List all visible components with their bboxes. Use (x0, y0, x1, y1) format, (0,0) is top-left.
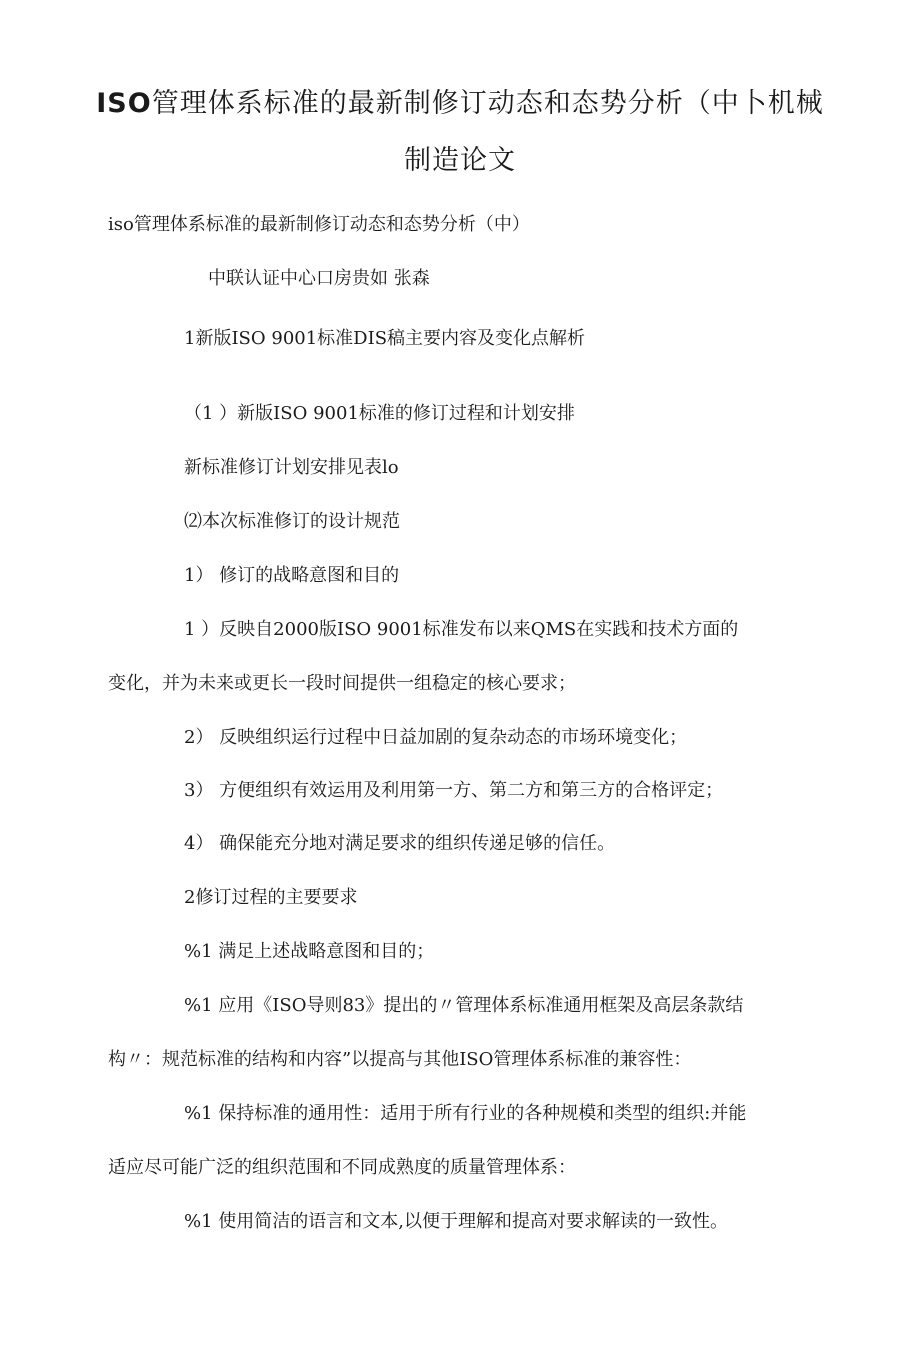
title-line-1-text: 管理体系标准的最新制修订动态和态势分析（中卜机械 (151, 88, 824, 119)
list-item-1-line-1: 1 ）反映自2000版ISO 9001标准发布以来QMS在实践和技术方面的 (184, 619, 739, 640)
list-item-4: 4） 确保能充分地对满足要求的组织传递足够的信任。 (184, 833, 616, 854)
requirement-3-line-2: 适应尽可能广泛的组织范围和不同成熟度的质量管理体系： (108, 1157, 576, 1178)
section-heading-2: 2修订过程的主要要求 (184, 887, 358, 908)
subsection-heading-2: ⑵本次标准修订的设计规范 (184, 511, 400, 532)
subtitle: iso管理体系标准的最新制修订动态和态势分析（中） (108, 214, 530, 235)
subsection-heading-1: （1 ）新版ISO 9001标准的修订过程和计划安排 (184, 403, 575, 424)
authors: 中联认证中心口房贵如 张森 (208, 268, 430, 289)
list-heading-intent: 1） 修订的战略意图和目的 (184, 565, 400, 586)
requirement-2-line-2: 构〃：规范标准的结构和内容”以提高与其他ISO管理体系标准的兼容性： (108, 1049, 692, 1070)
document-title-line-1 (60, 90, 860, 117)
list-item-3: 3） 方便组织有效运用及利用第一方、第二方和第三方的合格评定； (184, 780, 724, 801)
requirement-2-line-1: %1 应用《ISO导则83》提出的〃管理体系标准通用框架及高层条款结 (184, 995, 744, 1016)
requirement-1: %1 满足上述战略意图和目的； (184, 941, 435, 962)
requirement-3-line-1: %1 保持标准的通用性：适用于所有行业的各种规模和类型的组织:并能 (184, 1103, 747, 1124)
title-prefix: ISO (96, 88, 152, 119)
section-heading-1: 1新版ISO 9001标准DIS稿主要内容及变化点解析 (184, 328, 586, 349)
list-item-1-line-2: 变化，并为未来或更长一段时间提供一组稳定的核心要求； (108, 673, 576, 694)
document-title-line-2: 制造论文 (404, 145, 516, 176)
list-item-2: 2） 反映组织运行过程中日益加剧的复杂动态的市场环境变化； (184, 727, 688, 748)
paragraph-schedule: 新标准修订计划安排见表lo (184, 457, 399, 478)
requirement-4: %1 使用简洁的语言和文本,以便于理解和提高对要求解读的一致性。 (184, 1211, 728, 1232)
